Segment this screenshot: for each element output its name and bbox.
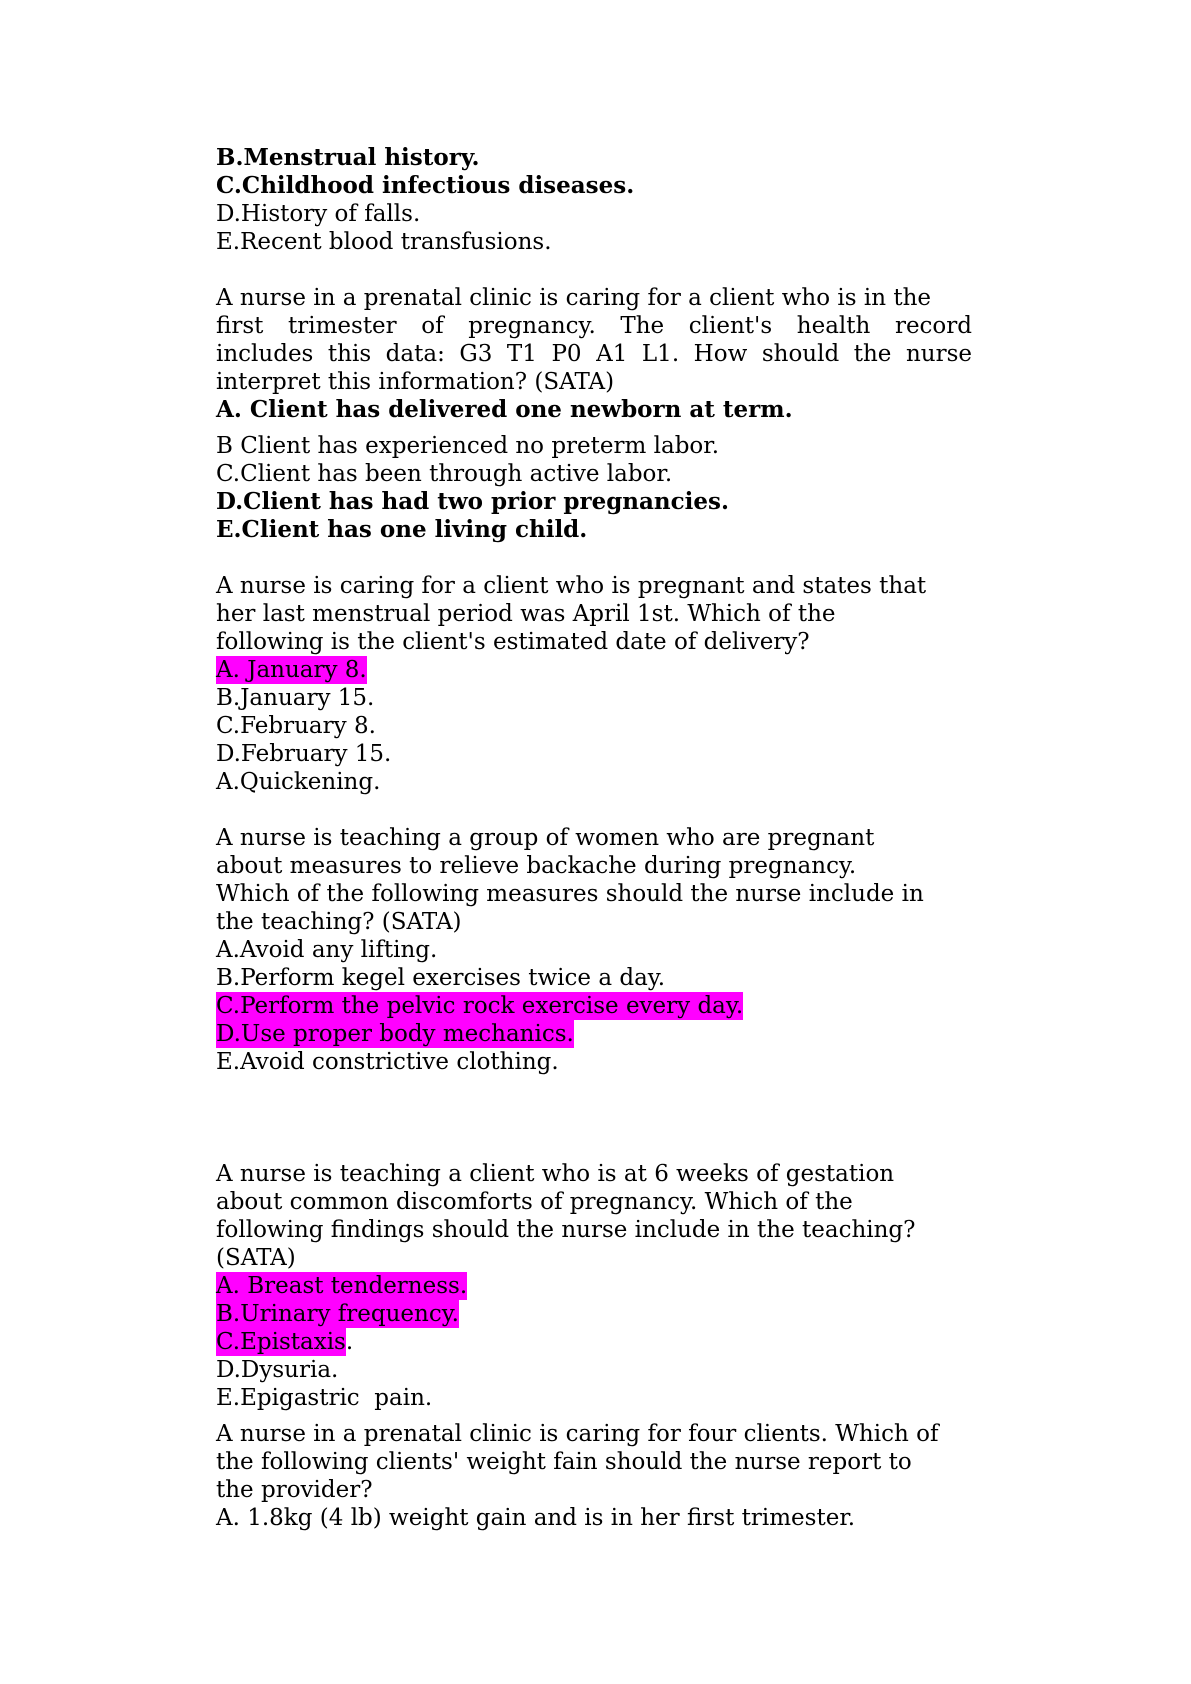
question-block bbox=[216, 144, 972, 256]
question-block bbox=[216, 572, 972, 796]
highlighted-answer-option: C.Perform the pelvic rock exercise every day. bbox=[216, 993, 744, 1019]
question-stem-line: the teaching? (SATA) bbox=[216, 909, 462, 935]
answer-option: E.Client has one living child. bbox=[216, 516, 588, 543]
question-stem-line: the following clients' weight fain should the nurse report to bbox=[216, 1449, 912, 1475]
answer-option: B.Menstrual history. bbox=[216, 144, 480, 171]
question-block bbox=[216, 284, 972, 544]
question-stem-line: includes this data: G3 T1 P0 A1 L1. How should the nurse bbox=[216, 341, 972, 367]
answer-option: A.Avoid any lifting. bbox=[216, 937, 438, 963]
question-stem-line: A nurse is teaching a group of women who are pregnant bbox=[216, 825, 875, 851]
question-block bbox=[216, 1160, 972, 1412]
answer-option: D.Client has had two prior pregnancies. bbox=[216, 488, 729, 515]
highlighted-answer-option: A. January 8. bbox=[216, 657, 367, 683]
answer-option: D.February 15. bbox=[216, 741, 392, 767]
answer-option: C.Childhood infectious diseases. bbox=[216, 172, 635, 199]
question-stem-line: following is the client's estimated date of delivery? bbox=[216, 629, 810, 655]
highlighted-answer-option: D.Use proper body mechanics. bbox=[216, 1021, 574, 1047]
question-block bbox=[216, 1420, 972, 1532]
answer-option: A.Quickening. bbox=[216, 769, 381, 795]
answer-option: C.February 8. bbox=[216, 713, 376, 739]
answer-option: D.Dysuria. bbox=[216, 1357, 339, 1383]
answer-option: D.History of falls. bbox=[216, 201, 421, 227]
question-stem-line: interpret this information? (SATA) bbox=[216, 369, 615, 395]
question-stem-line: following findings should the nurse include in the teaching? bbox=[216, 1217, 916, 1243]
answer-option: C.Client has been through active labor. bbox=[216, 461, 673, 487]
answer-option: B.Perform kegel exercises twice a day. bbox=[216, 965, 666, 991]
question-stem-line: her last menstrual period was April 1st. Which of the bbox=[216, 601, 836, 627]
question-block bbox=[216, 824, 972, 1076]
answer-option-period: . bbox=[345, 1329, 354, 1355]
question-stem-line: A nurse in a prenatal clinic is caring for a client who is in the bbox=[216, 285, 931, 311]
answer-option: E.Recent blood transfusions. bbox=[216, 229, 552, 255]
question-stem-line: first trimester of pregnancy. The client's health record bbox=[216, 313, 972, 339]
question-stem-line: about common discomforts of pregnancy. Which of the bbox=[216, 1189, 853, 1215]
answer-option: B.January 15. bbox=[216, 685, 375, 711]
answer-option: E.Epigastric pain. bbox=[216, 1385, 433, 1411]
highlighted-answer-option: C.Epistaxis bbox=[216, 1329, 346, 1355]
question-stem-line: the provider? bbox=[216, 1477, 373, 1503]
question-stem-line: A nurse in a prenatal clinic is caring for four clients. Which of bbox=[216, 1421, 939, 1447]
question-stem-line: about measures to relieve backache during pregnancy. bbox=[216, 853, 857, 879]
highlighted-answer-option: B.Urinary frequency. bbox=[216, 1301, 459, 1327]
answer-option: E.Avoid constrictive clothing. bbox=[216, 1049, 559, 1075]
question-stem-line: (SATA) bbox=[216, 1245, 296, 1271]
answer-option: A. 1.8kg (4 lb) weight gain and is in her first trimester. bbox=[216, 1505, 856, 1531]
question-stem-line: A nurse is teaching a client who is at 6 weeks of gestation bbox=[216, 1161, 895, 1187]
highlighted-answer-option: A. Breast tenderness. bbox=[216, 1273, 468, 1299]
answer-option: A. Client has delivered one newborn at term. bbox=[216, 396, 793, 423]
answer-option: B Client has experienced no preterm labor. bbox=[216, 433, 720, 459]
document-body bbox=[216, 144, 972, 1532]
question-stem-line: Which of the following measures should the nurse include in bbox=[216, 881, 924, 907]
question-stem-line: A nurse is caring for a client who is pregnant and states that bbox=[216, 573, 927, 599]
